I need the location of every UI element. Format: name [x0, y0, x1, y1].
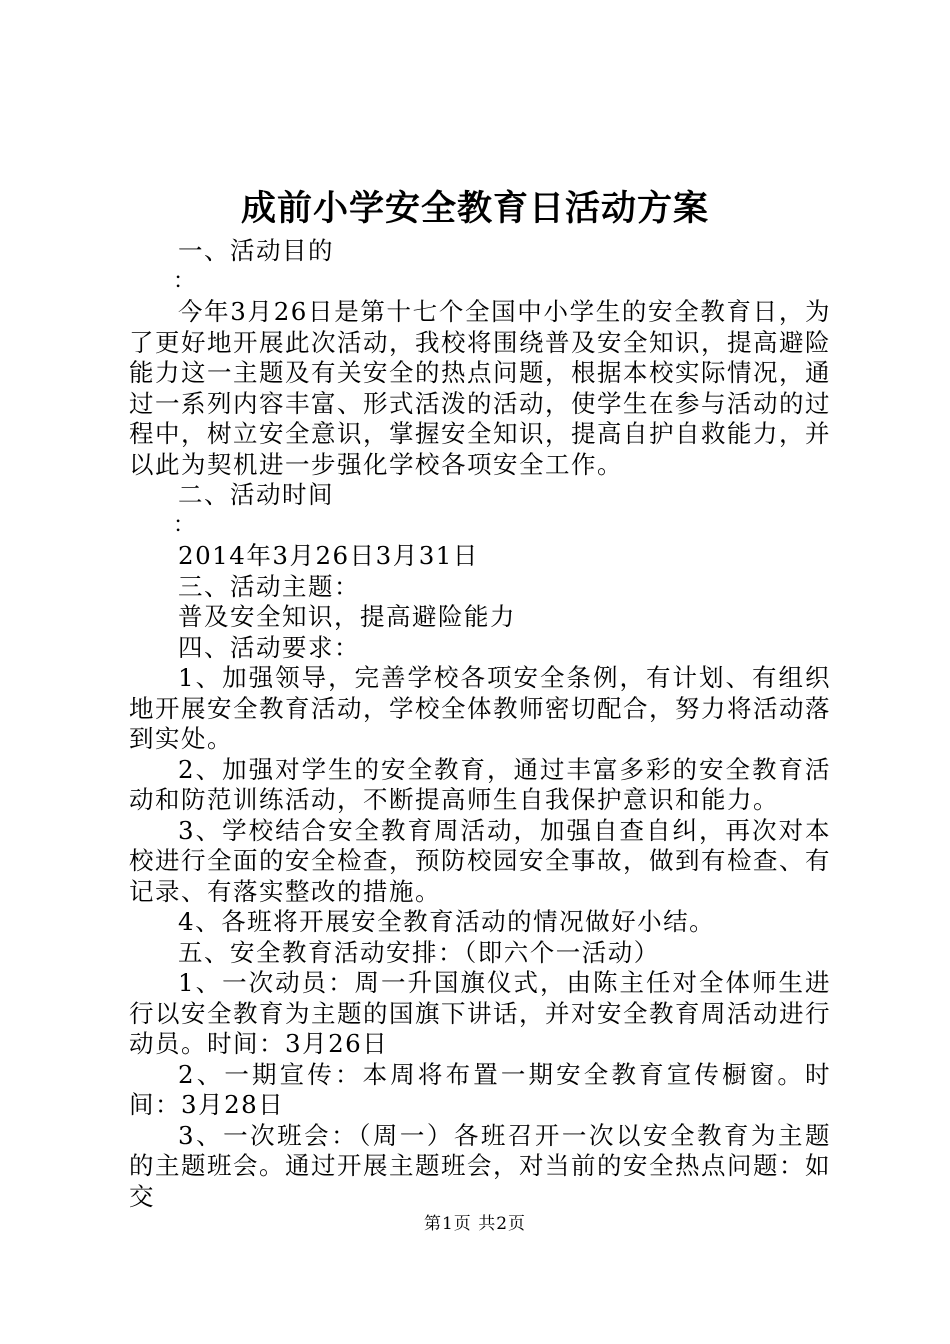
section-heading-requirements: 四、活动要求：	[178, 632, 360, 662]
document-body	[129, 236, 831, 1212]
document-title: 成前小学安全教育日活动方案	[240, 188, 709, 229]
time-paragraph: 2014年3月26日3月31日	[178, 541, 479, 570]
arrangement-item: 1、一次动员：周一升国旗仪式，由陈主任对全体师生进行以安全教育为主题的国旗下讲话，并对安全教育周活动进行动员。时间：3月26日	[129, 968, 831, 1058]
colon-line: ：	[173, 268, 197, 294]
section-heading-time: 二、活动时间	[178, 480, 334, 509]
requirement-item: 2、加强对学生的安全教育，通过丰富多彩的安全教育活动和防范训练活动，不断提高师生自我保护意识和能力。	[129, 754, 831, 814]
section-heading-purpose: 一、活动目的	[178, 236, 334, 265]
requirement-item: 4、各班将开展安全教育活动的情况做好小结。	[178, 907, 716, 936]
colon-line: ：	[173, 512, 197, 538]
arrangement-item: 2、一期宣传：本周将布置一期安全教育宣传橱窗。时间：3月28日	[129, 1059, 831, 1119]
section-heading-arrangement: 五、安全教育活动安排：（即六个一活动）	[178, 937, 660, 967]
purpose-paragraph: 今年3月26日是第十七个全国中小学生的安全教育日，为了更好地开展此次活动，我校将围绕普及安全知识，提高避险能力这一主题及有关安全的热点问题，根据本校实际情况，通过一系列内容丰富、形式活泼的活动，使学生在参与活动的过程中，树立安全意识，掌握安全知识，提高自护自救能力，并以此为契机进一步强化学校各项安全工作。	[129, 297, 831, 479]
requirement-item: 1、加强领导，完善学校各项安全条例，有计划、有组织地开展安全教育活动，学校全体教师密切配合，努力将活动落到实处。	[129, 663, 831, 753]
page-footer: 第1页 共2页	[423, 1214, 527, 1234]
arrangement-item: 3、一次班会：（周一）各班召开一次以安全教育为主题的主题班会。通过开展主题班会，对当前的安全热点问题：如交	[129, 1120, 831, 1211]
requirement-item: 3、学校结合安全教育周活动，加强自查自纠，再次对本校进行全面的安全检查，预防校园安全事故，做到有检查、有记录、有落实整改的措施。	[129, 815, 831, 906]
section-heading-theme: 三、活动主题：	[178, 571, 360, 601]
theme-paragraph: 普及安全知识，提高避险能力	[178, 602, 516, 631]
